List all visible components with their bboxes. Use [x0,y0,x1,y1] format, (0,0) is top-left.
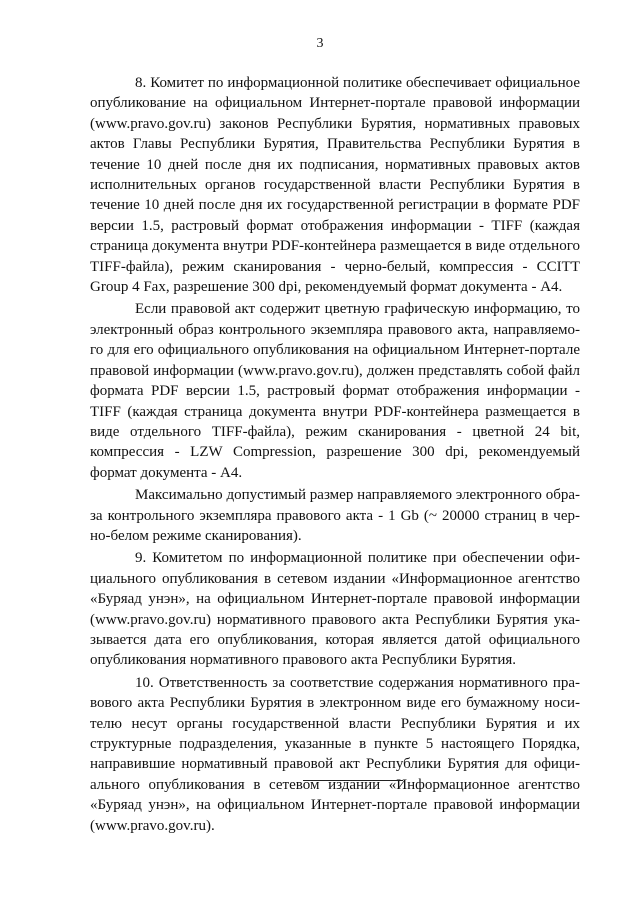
paragraph-max-size: Максимально допустимый размер направляемого электронного образа контрольного экземпляра правового акта - 1 Gb (~ 20000 страниц в черно-белом режиме сканирования). [90,487,580,544]
page-number: 3 [316,36,324,51]
paragraph-item-10: 10. Ответственность за соответствие содержания нормативного правового акта Республики Бурятия в электронном виде его бумажному носителю несут органы государственной власти Республики Бурятия и их структурные подразделения, указанные в пункте 5 настоящего Порядка, направившие нормативный правовой акт Республики Бурятия для официального опубликования в сетевом издании «Информационное агентство «Буряад унэн», на официальном Интернет-портале правовой информации (www.pravo.gov.ru). [90,674,580,834]
document-body [90,73,580,836]
paragraph-color-graphics: Если правовой акт содержит цветную графическую информацию, то электронный образ контрольного экземпляра правового акта, направляемого для его официального опубликования на официальном Интернет-портале правовой информации (www.pravo.gov.ru), должен представлять собой файл формата PDF версии 1.5, растровый формат отображения информации - TIFF (каждая страница документа внутри PDF-контейнера размещается в виде отдельного TIFF-файла), режим сканирования - цветной 24 bit, компрессия - LZW Compression, разрешение 300 dpi, рекомендуемый формат документа - А4. [90,301,580,481]
end-of-document-rule [303,780,403,781]
paragraph-item-8: 8. Комитет по информационной политике обеспечивает официальное опубликование на официальном Интернет-портале правовой информации (www.pravo.gov.ru) законов Республики Бурятия, нормативных правовых актов Главы Республики Бурятия, Правительства Республики Бурятия в течение 10 дней после дня их подписания, нормативных правовых актов исполнительных органов государственной власти Республики Бурятия в течение 10 дней после дня их государственной регистрации в формате PDF версии 1.5, растровый формат отображения информации - TIFF (каждая страница документа внутри PDF-контейнера размещается в виде отдельного TIFF-файла), режим сканирования - черно-белый, компрессия - CCITT Group 4 Fax, разрешение 300 dpi, рекомендуемый формат документа - А4. [90,75,580,296]
paragraph-item-9: 9. Комитетом по информационной политике при обеспечении официального опубликования в сетевом издании «Информационное агентство «Буряад унэн», на официальном Интернет-портале правовой информации (www.pravo.gov.ru) нормативного правового акта Республики Бурятия указывается дата его опубликования, которая является датой официального опубликования нормативного правового акта Республики Бурятия. [90,550,580,669]
